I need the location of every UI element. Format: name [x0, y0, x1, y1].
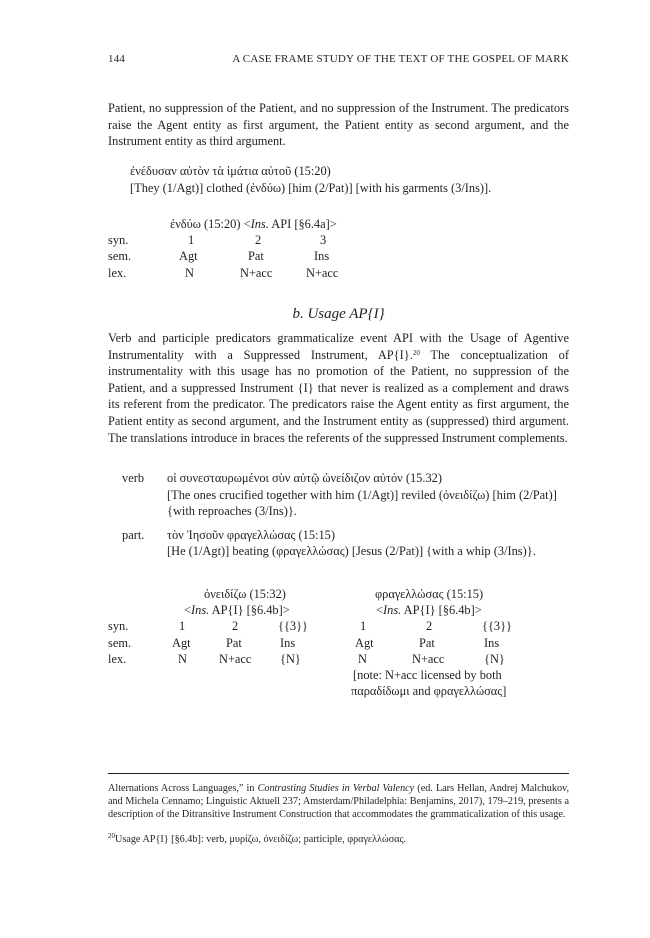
case-frame-2-subtitle-row: <Ins. AP{I} [§6.4b]> <Ins. AP{I} [§6.4b]> [184, 603, 482, 618]
case-frame-1-title: ἐνδύω (15:20) <Ins. API [§6.4a]> [170, 217, 337, 231]
example-1-translation: [They (1/Agt)] clothed (ἐνδύω) [him (2/Pat)] [with his garments (3/Ins)]. [130, 180, 492, 195]
page-number: 144 [108, 53, 126, 65]
paragraph-1: Patient, no suppression of the Patient, and no suppression of the Instrument. The predicators raise the Agent entity as first argument, the Patient entity as second argument, and the Instrument entity as third argument. [108, 101, 569, 149]
case-frame-1-sem-row: sem. Agt Pat Ins [108, 249, 330, 264]
example-2-participle: part. τὸν Ἰησοῦν φραγελλώσας (15:15) [He (1/Agt)] beating (φραγελλώσας) [Jesus (2/Pat)] {with a whip (3/Ins)}. [122, 527, 536, 559]
footnote-separator [108, 773, 569, 774]
book-page [108, 0, 569, 938]
case-frame-1-syn-row: syn. 1 2 3 [108, 233, 327, 248]
footnote-ref-20[interactable]: 20 [412, 348, 420, 357]
footnote-continued: Alternations Across Languages,” in Contrasting Studies in Verbal Valency (ed. Lars Hellan, Andrej Malchukov, and Michela Cennamo; Linguistic Aktuell 237; Amsterdam/Philadelphia: Benjamins, 2017), 179–219, presents a description of the Ditransitive Instrument Construction that accommodates the grammaticalization of this usage. [108, 783, 570, 820]
case-frame-2-sem-row: sem. Agt Pat Ins Agt Pat Ins [108, 635, 500, 650]
case-frame-2-title-row: ὀνειδίζω (15:32) φραγελλώσας (15:15) [204, 587, 484, 601]
section-heading: b. Usage AP{I} [292, 306, 385, 322]
case-frame-1-lex-row: lex. N N+acc N+acc [108, 265, 339, 280]
case-frame-2-syn-row: syn. 1 2 {{3}} 1 2 {{3}} [108, 619, 512, 634]
running-title: A CASE FRAME STUDY OF THE TEXT OF THE GOSPEL OF MARK [232, 53, 569, 65]
case-frame-2-lex-row: lex. N N+acc {N} N N+acc {N} [108, 651, 505, 666]
example-1 [130, 163, 491, 196]
ins-label: Ins. [250, 217, 269, 231]
case-frame-1 [108, 216, 408, 281]
example-1-greek: ἐνέδυσαν αὐτὸν τὰ ἱμάτια αὐτοῦ (15:20) [130, 164, 331, 178]
example-2-verb: verb οἱ συνεσταυρωμένοι σὺν αὐτῷ ὠνείδιζον αὐτόν (15.32) [The ones crucified together with him (1/Agt)] reviled (ὀνειδίζω) [him (2/Pat)] {with reproaches (3/Ins)}. [122, 471, 557, 519]
footnote-20: $^{20}$Usage AP{I} [§6.4b]: verb, μυρίζω, ὀνειδίζω; participle, φραγελλώσας. [108, 832, 407, 845]
paragraph-2: Verb and participle predicators grammaticalize event API with the Usage of Agentive Instrumentality with a Suppressed Instrument, AP{I}.$^{20}$ The conceptualization of instrumentality with this usage has no promotion of the Patient, no suppression of the Patient, and a suppressed Instrument {I} that never is realized as a complement and draws its referent from the predicator. The predicators raise the Agent entity as first argument, the Patient entity as second argument, and the Instrument entity as (suppressed) third argument. The translations introduce in braces the referents of the suppressed Instrument complements. [108, 331, 569, 445]
running-header [108, 53, 569, 65]
case-frame-2-note-row-2: παραδίδωμι and φραγελλώσας] [351, 684, 507, 699]
example-2 [122, 470, 570, 560]
case-frame-2 [108, 586, 569, 699]
case-frame-2-note-row-1: [note: N+acc licensed by both [353, 667, 502, 682]
